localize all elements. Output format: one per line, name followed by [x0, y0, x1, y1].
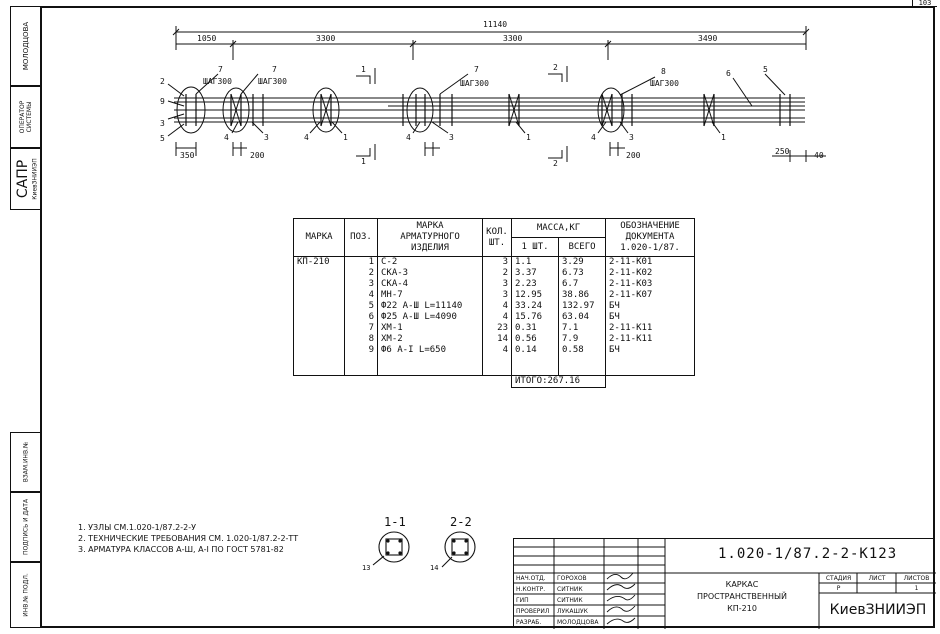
one-6: 15.76	[515, 312, 543, 322]
all-7: 7.1	[562, 323, 579, 333]
callout-4b: 4	[304, 133, 309, 142]
sheets-label: ЛИСТОВ	[903, 575, 930, 582]
qty-9: 4	[502, 345, 508, 355]
header-pos: ПОЗ.	[345, 219, 378, 257]
step-label-3: ШАГ300	[460, 79, 489, 88]
pos-2: 2	[368, 268, 374, 278]
qty-3: 3	[502, 279, 508, 289]
name-3: СИТНИК	[557, 597, 583, 604]
item-8: ХМ-2	[381, 334, 403, 344]
item-9: Ф6 А-I L=650	[381, 345, 447, 355]
stamp-institute-label: КиевЗНИИЭП	[31, 158, 39, 200]
qty-5: 4	[502, 301, 508, 311]
doc-3: 2-11-К03	[609, 279, 653, 289]
item-4: МН-7	[381, 290, 403, 300]
section-1-title: 1-1	[384, 515, 406, 529]
section-mark-1-top: 1	[361, 65, 366, 74]
one-1: 1.1	[515, 257, 532, 267]
table-total: ИТОГО:267.16	[512, 376, 606, 388]
callout-7c: 7	[474, 65, 479, 74]
col-doc	[606, 257, 695, 376]
one-7: 0.31	[515, 323, 537, 333]
callout-5: 5	[160, 134, 165, 143]
pos-5: 5	[368, 301, 374, 311]
subdim-200-a: 200	[250, 151, 265, 160]
header-mark: МАРКА	[294, 219, 345, 257]
callout-4a: 4	[224, 133, 229, 142]
doc-6: БЧ	[609, 312, 620, 322]
dim-4: 3490	[698, 34, 718, 43]
role-4: ПРОВЕРИЛ	[516, 608, 550, 615]
subdim-200-b: 200	[626, 151, 641, 160]
col-qty	[483, 257, 512, 376]
item-title-line-1: КАРКАС	[725, 580, 759, 589]
one-4: 12.95	[515, 290, 543, 300]
item-title	[665, 579, 819, 615]
doc-5: БЧ	[609, 301, 620, 311]
stamp-inv-original-label: ИНВ.№ ПОДЛ.	[22, 573, 29, 617]
pos-4: 4	[368, 290, 374, 300]
doc-8: 2-11-К11	[609, 334, 653, 344]
note-2: 2. ТЕХНИЧЕСКИЕ ТРЕБОВАНИЯ СМ. 1.020-1/87.2-2-ТТ	[78, 534, 299, 543]
sheets-value: 1	[914, 585, 919, 592]
note-3: 3. АРМАТУРА КЛАССОВ А-Ш, А-I ПО ГОСТ 5781-82	[78, 545, 284, 554]
header-mass-one: 1 ШТ.	[512, 238, 559, 257]
stamp-inv-replace-label: ВЗАМ.ИНВ.№	[22, 441, 29, 483]
col-pos	[345, 257, 378, 376]
stage-value: Р	[836, 585, 841, 592]
subdim-250: 250	[775, 147, 790, 156]
section-mark-2-top: 2	[553, 63, 558, 72]
general-notes	[78, 522, 298, 555]
doc-code: 1.020-1/87.2-2-К123	[718, 546, 898, 562]
pos-3: 3	[368, 279, 374, 289]
role-2: Н.КОНТР.	[516, 586, 546, 593]
name-1: ГОРОХОВ	[557, 575, 587, 582]
pos-6: 6	[368, 312, 374, 322]
page-number: 103	[918, 0, 932, 7]
callout-3c: 3	[629, 133, 634, 142]
doc-4: 2-11-К07	[609, 290, 653, 300]
qty-7: 23	[497, 323, 508, 333]
stamp-molodcova-label: МОЛОДЦОВА	[21, 21, 30, 71]
item-6: Ф25 А-Ш L=4090	[381, 312, 457, 322]
one-9: 0.14	[515, 345, 537, 355]
pos-8: 8	[368, 334, 374, 344]
one-8: 0.56	[515, 334, 537, 344]
stamp-signature-date-label: ПОДПИСЬ И ДАТА	[22, 498, 29, 556]
callout-9: 9	[160, 97, 165, 106]
header-mass-all: ВСЕГО	[559, 238, 606, 257]
item-2: СКА-3	[381, 268, 409, 278]
all-8: 7.9	[562, 334, 579, 344]
subdim-40: 40	[814, 151, 824, 160]
step-label-4: ШАГ300	[650, 79, 679, 88]
header-qty: КОЛ. ШТ.	[483, 219, 512, 257]
callout-3: 3	[160, 119, 165, 128]
name-5: МОЛОДЦОВА	[557, 619, 599, 626]
callout-1a: 1	[343, 133, 348, 142]
item-title-line-2: ПРОСТРАНСТВЕННЫЙ	[696, 592, 787, 601]
dim-3: 3300	[503, 34, 523, 43]
item-3: СКА-4	[381, 279, 409, 289]
header-mass: МАССА,КГ	[512, 219, 606, 238]
callout-3b: 3	[449, 133, 454, 142]
item-title-line-3: КП-210	[727, 604, 757, 613]
header-doc: ОБОЗНАЧЕНИЕ ДОКУМЕНТА 1.020-1/87.	[606, 219, 695, 257]
col-item	[378, 257, 483, 376]
callout-6: 6	[726, 69, 731, 78]
callout-3a: 3	[264, 133, 269, 142]
dim-2: 3300	[316, 34, 336, 43]
name-4: ЛУКАШУК	[557, 608, 588, 615]
callout-1c: 1	[721, 133, 726, 142]
col-mass-one	[512, 257, 559, 376]
organization: КиевЗНИИЭП	[829, 602, 927, 618]
pos-7: 7	[368, 323, 374, 333]
callout-2: 2	[160, 77, 165, 86]
pos-9: 9	[368, 345, 374, 355]
dim-overall: 11140	[483, 20, 508, 29]
doc-1: 2-11-К01	[609, 257, 653, 267]
all-4: 38.86	[562, 290, 590, 300]
section-mark-2-bottom: 2	[553, 159, 558, 168]
item-1: С-2	[381, 257, 398, 267]
role-1: НАЧ.ОТД.	[516, 575, 546, 582]
section-mark-1-bottom: 1	[361, 157, 366, 166]
pos-1: 1	[368, 257, 374, 267]
specification-table	[293, 218, 695, 388]
stamp-sapr-label: САПР	[15, 159, 32, 199]
one-2: 3.37	[515, 268, 537, 278]
one-3: 2.23	[515, 279, 537, 289]
qty-1: 3	[502, 257, 508, 267]
qty-4: 3	[502, 290, 508, 300]
one-5: 33.24	[515, 301, 543, 311]
section-1-callout: 13	[362, 564, 371, 572]
col-mass-all	[559, 257, 606, 376]
all-2: 6.73	[562, 268, 584, 278]
callout-5b: 5	[763, 65, 768, 74]
callout-7a: 7	[218, 65, 223, 74]
all-9: 0.58	[562, 345, 584, 355]
item-5: Ф22 А-Ш L=11140	[381, 301, 463, 311]
qty-2: 2	[502, 268, 508, 278]
sheet-label: ЛИСТ	[868, 575, 886, 582]
callout-4d: 4	[591, 133, 596, 142]
qty-8: 14	[497, 334, 508, 344]
section-2-callout: 14	[430, 564, 439, 572]
stage-label: СТАДИЯ	[825, 575, 852, 582]
callout-8: 8	[661, 67, 666, 76]
all-5: 132.97	[562, 301, 595, 311]
doc-7: 2-11-К11	[609, 323, 653, 333]
all-1: 3.29	[562, 257, 584, 267]
cell-mark: КП-210	[294, 257, 345, 376]
callout-1b: 1	[526, 133, 531, 142]
callout-4c: 4	[406, 133, 411, 142]
all-3: 6.7	[562, 279, 579, 289]
step-label-1: ШАГ300	[203, 77, 232, 86]
role-5: РАЗРАБ.	[516, 619, 542, 626]
item-7: ХМ-1	[381, 323, 403, 333]
header-item: МАРКА АРМАТУРНОГО ИЗДЕЛИЯ	[378, 219, 483, 257]
name-2: СИТНИК	[557, 586, 583, 593]
doc-2: 2-11-К02	[609, 268, 653, 278]
step-label-2: ШАГ300	[258, 77, 287, 86]
note-1: 1. УЗЛЫ СМ.1.020-1/87.2-2-У	[78, 523, 196, 532]
cross-sections	[360, 510, 500, 572]
subdim-350: 350	[180, 151, 195, 160]
title-block	[513, 538, 935, 628]
dim-1: 1050	[197, 34, 217, 43]
doc-9: БЧ	[609, 345, 620, 355]
all-6: 63.04	[562, 312, 590, 322]
qty-6: 4	[502, 312, 508, 322]
callout-7b: 7	[272, 65, 277, 74]
role-3: ГИП	[516, 597, 529, 604]
stamp-operator-label: ОПЕРАТОР СИСТЕМЫ	[18, 100, 33, 134]
section-2-title: 2-2	[450, 515, 472, 529]
